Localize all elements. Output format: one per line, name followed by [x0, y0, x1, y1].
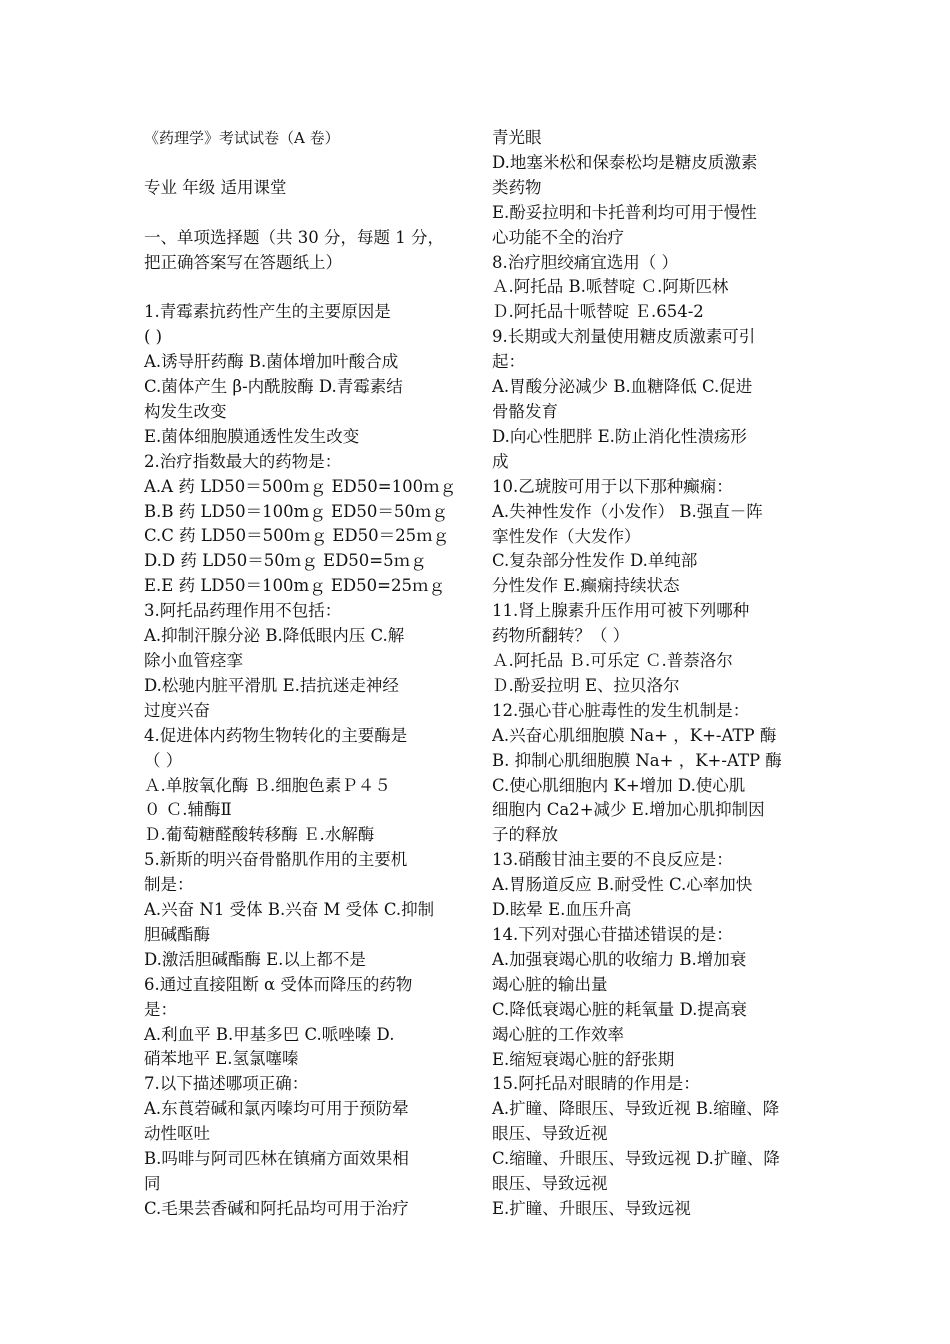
text-line: 动性呕吐 — [144, 1124, 210, 1144]
text-line: B. 抑制心肌细胞膜 Na+ ，K+-ATP 酶 — [492, 750, 782, 770]
text-line: C.毛果芸香碱和阿托品均可用于治疗 — [144, 1198, 409, 1218]
text-line: 挛性发作（大发作） — [492, 526, 641, 546]
text-line: E.E 药 LD50＝100mｇ ED50=25ｍｇ — [144, 576, 445, 596]
text-line: Ｄ.葡萄糖醛酸转移酶 Ｅ.水解酶 — [144, 825, 375, 845]
text-line: 药物所翻转？（ ） — [492, 626, 630, 646]
text-line: 骨骼发育 — [492, 401, 558, 421]
text-line: 是： — [144, 999, 177, 1019]
text-line: A.抑制汗腺分泌 B.降低眼内压 C.解 — [144, 626, 405, 646]
text-line: 竭心脏的工作效率 — [492, 1024, 624, 1044]
text-line: C.使心肌细胞内 K+增加 D.使心肌 — [492, 775, 746, 795]
text-line: D.D 药 LD50＝50ｍｇ ED50=5ｍｇ — [144, 551, 427, 571]
text-line: 子的释放 — [492, 825, 558, 845]
text-line: Ａ.单胺氧化酶 Ｂ.细胞色素Ｐ４５ — [144, 775, 391, 795]
text-line: A.胃酸分泌减少 B.血糖降低 C.促进 — [492, 377, 753, 397]
text-line: A.扩瞳、降眼压、导致近视 B.缩瞳、降 — [492, 1099, 780, 1119]
text-line: C.菌体产生 β-内酰胺酶 D.青霉素结 — [144, 377, 403, 397]
text-line: C.复杂部分性发作 D.单纯部 — [492, 551, 698, 571]
spacer — [144, 275, 464, 300]
text-line: 分性发作 E.癫痫持续状态 — [492, 576, 680, 596]
text-line: E.酚妥拉明和卡托普利均可用于慢性 — [492, 202, 757, 222]
text-line: 13.硝酸甘油主要的不良反应是： — [492, 850, 733, 870]
text-line: D.激活胆碱酯酶 E.以上都不是 — [144, 949, 366, 969]
text-line: Ｄ.阿托品十哌替啶 Ｅ.654-2 — [492, 302, 704, 322]
text-line: 除小血管痉挛 — [144, 650, 243, 670]
spacer — [144, 151, 464, 176]
text-line: 11.肾上腺素升压作用可被下列哪种 — [492, 601, 750, 621]
text-line: 9.长期或大剂量使用糖皮质激素可引 — [492, 327, 756, 347]
text-line: D.松驰内脏平滑肌 E.拮抗迷走神经 — [144, 675, 399, 695]
text-line: D.向心性肥胖 E.防止消化性溃疡形 — [492, 426, 747, 446]
text-line: A.兴奋 N1 受体 B.兴奋 M 受体 C.抑制 — [144, 900, 435, 920]
section-heading-line: 把正确答案写在答题纸上） — [144, 252, 342, 272]
text-line: 类药物 — [492, 177, 542, 197]
text-line: 硝苯地平 E.氢氯噻嗪 — [144, 1049, 299, 1069]
text-line: A.A 药 LD50＝500ｍｇ ED50=100ｍｇ — [144, 476, 457, 496]
text-line: A.失神性发作（小发作） B.强直－阵 — [492, 501, 763, 521]
text-line: 1.青霉素抗药性产生的主要原因是 — [144, 302, 391, 322]
text-line: 6.通过直接阻断 α 受体而降压的药物 — [144, 974, 413, 994]
left-column — [144, 126, 464, 1222]
text-line: Ａ.阿托品 Ｂ.可乐定 Ｃ.普萘洛尔 — [492, 651, 733, 671]
right-question-lines — [492, 126, 812, 1222]
text-line: 眼压、导致近视 — [492, 1124, 608, 1144]
text-line: 过度兴奋 — [144, 700, 210, 720]
text-line: （ ） — [144, 750, 183, 770]
section-heading-line: 一、单项选择题（共 30 分，每题 1 分， — [144, 227, 444, 247]
text-line: B.B 药 LD50＝100mｇ ED50＝50ｍｇ — [144, 501, 448, 521]
text-line: 同 — [144, 1174, 161, 1194]
meta-line: 专业 年级 适用课堂 — [144, 177, 287, 197]
text-line: 15.阿托品对眼睛的作用是： — [492, 1074, 700, 1094]
text-line: C.降低衰竭心脏的耗氧量 D.提高衰 — [492, 999, 747, 1019]
text-line: 2.治疗指数最大的药物是： — [144, 451, 342, 471]
exam-title: 《药理学》考试试卷（A 卷） — [144, 129, 340, 147]
text-line: A.胃肠道反应 B.耐受性 C.心率加快 — [492, 875, 753, 895]
text-line: A.加强衰竭心肌的收缩力 B.增加衰 — [492, 949, 747, 969]
text-line: 制是： — [144, 875, 194, 895]
text-line: 7.以下描述哪项正确： — [144, 1074, 309, 1094]
text-line: 竭心脏的输出量 — [492, 974, 608, 994]
text-line: 起： — [492, 352, 525, 372]
text-line: 眼压、导致远视 — [492, 1174, 608, 1194]
text-line: C.C 药 LD50＝500ｍｇ ED50＝25ｍｇ — [144, 526, 450, 546]
text-line: A.东莨菪碱和氯丙嗪均可用于预防晕 — [144, 1099, 409, 1119]
text-line: 8.治疗胆绞痛宜选用（ ） — [492, 252, 678, 272]
text-line: D.眩晕 E.血压升高 — [492, 900, 632, 920]
text-line: 构发生改变 — [144, 401, 227, 421]
text-line: B.吗啡与阿司匹林在镇痛方面效果相 — [144, 1149, 409, 1169]
text-line: 14.下列对强心苷描述错误的是： — [492, 925, 733, 944]
text-line: 胆碱酯酶 — [144, 924, 210, 944]
right-column — [492, 126, 812, 1222]
text-line: ０ Ｃ.辅酶Ⅱ — [144, 800, 232, 820]
text-line: C.缩瞳、升眼压、导致远视 D.扩瞳、降 — [492, 1149, 780, 1169]
text-line: 细胞内 Ca2+减少 E.增加心肌抑制因 — [492, 800, 765, 820]
text-line: ( ) — [144, 327, 163, 347]
text-line: 4.促进体内药物生物转化的主要酶是 — [144, 725, 408, 745]
text-line: E.菌体细胞膜通透性发生改变 — [144, 426, 360, 446]
text-line: 12.强心苷心脏毒性的发生机制是： — [492, 700, 750, 720]
text-line: 5.新斯的明兴奋骨骼肌作用的主要机 — [144, 850, 408, 870]
spacer — [144, 201, 464, 226]
text-line: 10.乙琥胺可用于以下那种癫痫： — [492, 476, 733, 496]
text-line: A.诱导肝药酶 B.菌体增加叶酸合成 — [144, 352, 399, 372]
text-line: 青光眼 — [492, 128, 542, 147]
text-line: A.利血平 B.甲基多巴 C.哌唑嗪 D. — [144, 1024, 395, 1044]
text-line: 成 — [492, 451, 509, 471]
text-line: A.兴奋心肌细胞膜 Na+ ，K+-ATP 酶 — [492, 725, 777, 745]
text-line: Ｄ.酚妥拉明 E、拉贝洛尔 — [492, 675, 680, 695]
text-line: 心功能不全的治疗 — [492, 227, 624, 247]
text-line: E.缩短衰竭心脏的舒张期 — [492, 1049, 675, 1069]
text-line: 3.阿托品药理作用不包括： — [144, 601, 342, 621]
text-line: E.扩瞳、升眼压、导致远视 — [492, 1198, 691, 1218]
text-line: D.地塞米松和保泰松均是糖皮质激素 — [492, 152, 758, 172]
left-question-lines — [144, 300, 464, 1222]
text-line: Ａ.阿托品 B.哌替啶 Ｃ.阿斯匹林 — [492, 277, 729, 297]
